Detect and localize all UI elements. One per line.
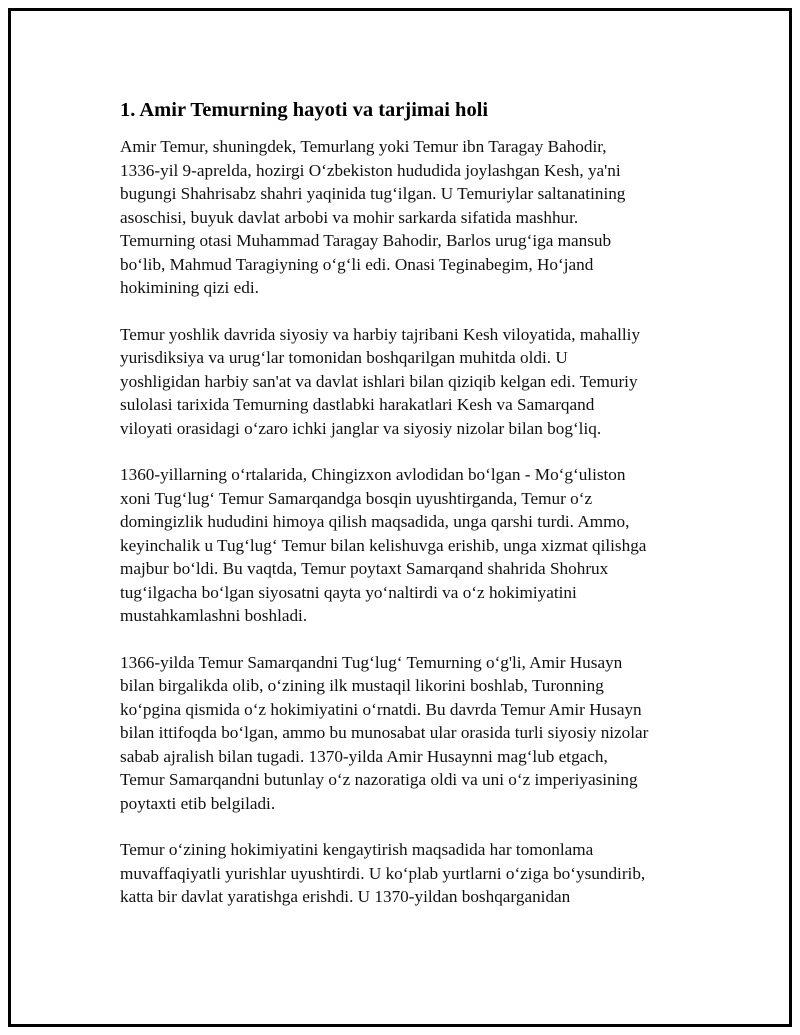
paragraph-4: [120, 651, 700, 816]
paragraph-line: sulolasi tarixida Temurning dastlabki harakatlari Kesh va Samarqand: [120, 395, 595, 414]
paragraph-line: 1336-yil 9-aprelda, hozirgi O‘zbekiston hududida joylashgan Kesh, ya'ni: [120, 160, 621, 180]
paragraph-5: [120, 838, 700, 909]
paragraph-line: bugungi Shahrisabz shahri yaqinida tug‘ilgan. U Temuriylar saltanatining: [120, 184, 626, 203]
paragraph-3: [120, 463, 700, 628]
paragraph-line: mustahkamlashni boshladi.: [120, 606, 308, 625]
paragraph-line: majbur bo‘ldi. Bu vaqtda, Temur poytaxt Samarqand shahrida Shohrux: [120, 559, 609, 578]
paragraph-line: Temur yoshlik davrida siyosiy va harbiy tajribani Kesh viloyatida, mahalliy: [120, 324, 641, 344]
paragraph-line: tug‘ilgacha bo‘lgan siyosatni qayta yo‘naltirdi va o‘z hokimiyatini: [120, 582, 577, 602]
paragraph-line: Temur o‘zining hokimiyatini kengaytirish maqsadida har tomonlama: [120, 840, 594, 859]
paragraph-line: 1360-yillarning o‘rtalarida, Chingizxon avlodidan bo‘lgan - Mo‘g‘uliston: [120, 465, 626, 484]
paragraph-line: asoschisi, buyuk davlat arbobi va mohir sarkarda sifatida mashhur.: [120, 207, 579, 227]
paragraph-1: [120, 135, 700, 300]
paragraph-line: xoni Tug‘lug‘ Temur Samarqandga bosqin uyushtirganda, Temur o‘z: [120, 488, 593, 508]
paragraph-line: yoshligidan harbiy san'at va davlat ishlari bilan qiziqib kelgan edi. Temuriy: [120, 371, 638, 391]
paragraph-line: Temurning otasi Muhammad Taragay Bahodir, Barlos urug‘iga mansub: [120, 231, 612, 250]
paragraph-line: ko‘pgina qismida o‘z hokimiyatini o‘rnatdi. Bu davrda Temur Amir Husayn: [120, 699, 642, 719]
paragraph-line: hokimining qizi edi.: [120, 278, 259, 297]
paragraph-line: muvaffaqiyatli yurishlar uyushtirdi. U ko‘plab yurtlarni o‘ziga bo‘ysundirib,: [120, 863, 646, 883]
paragraph-line: viloyati orasidagi o‘zaro ichki janglar va siyosiy nizolar bilan bog‘liq.: [120, 418, 602, 438]
paragraph-line: poytaxti etib belgiladi.: [120, 793, 276, 813]
paragraph-2: [120, 323, 700, 441]
paragraph-line: bo‘lib, Mahmud Taragiyning o‘g‘li edi. Onasi Teginabegim, Ho‘jand: [120, 254, 594, 274]
paragraph-line: sabab ajralish bilan tugadi. 1370-yilda Amir Husaynni mag‘lub etgach,: [120, 746, 608, 766]
paragraph-line: 1366-yilda Temur Samarqandni Tug‘lug‘ Temurning o‘g'li, Amir Husayn: [120, 652, 623, 672]
paragraph-line: yurisdiksiya va urug‘lar tomonidan boshqarilgan muhitda oldi. U: [120, 348, 568, 367]
document-body: [120, 97, 700, 932]
document-page: [8, 8, 792, 1027]
paragraph-line: bilan birgalikda olib, o‘zining ilk mustaqil likorini boshlab, Turonning: [120, 676, 604, 695]
paragraph-line: keyinchalik u Tug‘lug‘ Temur bilan kelishuvga erishib, unga xizmat qilishga: [120, 535, 647, 555]
paragraph-line: Amir Temur, shuningdek, Temurlang yoki Temur ibn Taragay Bahodir,: [120, 137, 607, 156]
paragraph-line: katta bir davlat yaratishga erishdi. U 1370-yildan boshqarganidan: [120, 887, 571, 906]
paragraph-line: Temur Samarqandni butunlay o‘z nazoratiga oldi va uni o‘z imperiyasining: [120, 770, 638, 789]
paragraph-line: domingizlik hududini himoya qilish maqsadida, unga qarshi turdi. Ammo,: [120, 512, 630, 531]
section-heading: 1. Amir Temurning hayoti va tarjimai holi: [120, 99, 489, 121]
paragraph-line: bilan ittifoqda bo‘lgan, ammo bu munosabat ular orasida turli siyosiy nizolar: [120, 723, 649, 742]
